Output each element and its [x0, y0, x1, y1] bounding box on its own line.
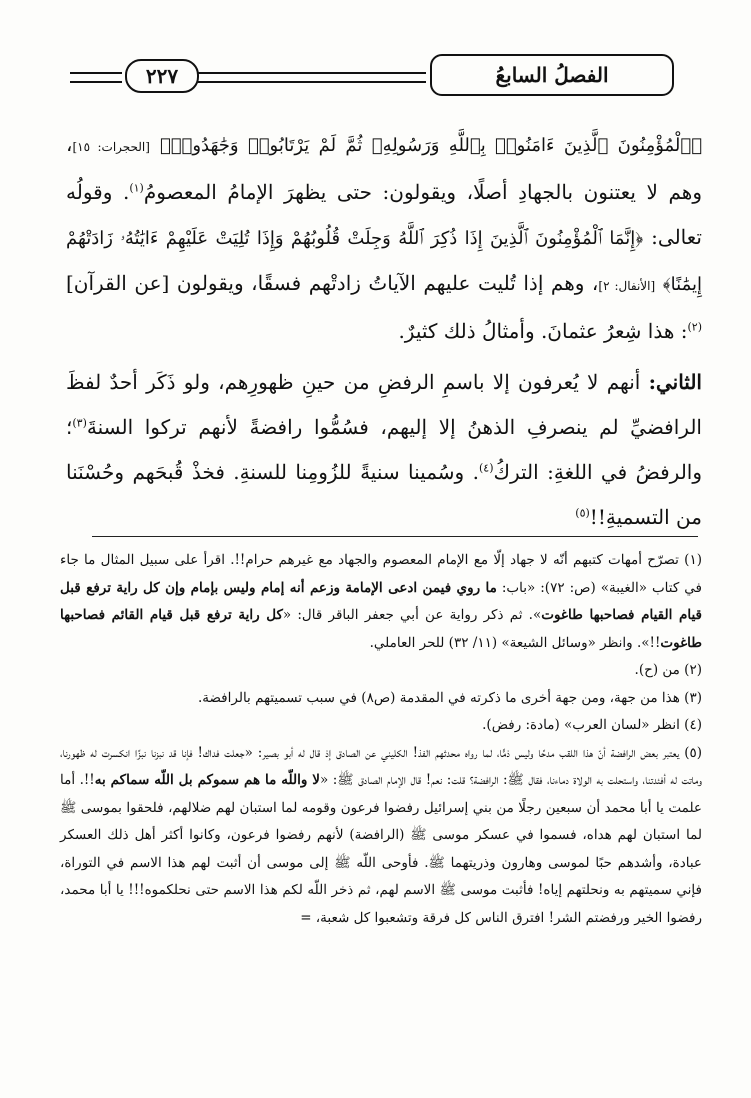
footnote-5-number: (٥)	[684, 744, 703, 761]
footnote-marker-4[interactable]: (٤)	[478, 461, 494, 475]
footnote-1-bold-a: ما روي فيمن ادعى الإمامة وزعم أنه إمام وليس بإمام وإن كل راية ترفع قبل قيام القيام فصاحبها طاغوت	[60, 579, 702, 623]
footnote-separator	[92, 536, 698, 537]
paragraph-1-text-b: . وقولُه تعالى:	[66, 180, 702, 249]
paragraph-2-text-a: أنهم لا يُعرفون إلا باسمِ الرفضِ من حينِ ظهورِهم، ولو ذَكَر أحدٌ لفظَ الرافضيِّ لم ينصرفِ الذهنُ إلا إليهم، فسُمُّوا رافضةً لأنهم تركوا السنةَ	[66, 370, 702, 439]
chapter-title: الفصلُ السابعُ	[430, 54, 674, 96]
header-rule-middle	[198, 72, 426, 83]
footnote-1	[60, 547, 702, 657]
footnote-1-bold-b: كل راية ترفع قبل قيام القائم فصاحبها طاغوت	[60, 607, 702, 651]
verse-reference-2: [الأنفال: ٢]	[598, 279, 656, 293]
paragraph-1	[66, 122, 702, 354]
header-rule-left	[70, 72, 122, 83]
paragraph-2-text-c: . وسُمينا سنيةً للزُومِنا للسنةِ. فخذْ قُبحَهم وحُسْنَنا من التسميةِ!!	[66, 460, 702, 529]
footnote-5	[60, 740, 702, 933]
footnote-marker-3[interactable]: (٣)	[72, 416, 87, 430]
page-number: ٢٢٧	[125, 59, 199, 93]
footnote-marker-1[interactable]: (١)	[129, 181, 144, 195]
page-header	[70, 56, 702, 100]
footnote-3: (٣) هذا من جهة، ومن جهة أخرى ما ذكرته في المقدمة (ص٨) في سبب تسميتهم بالرافضة.	[197, 689, 702, 706]
footnote-1-text-a: تصرّح أمهات كتبهم أنّه لا جهاد إلّا مع الإمام المعصوم والجهاد مع غيرهم حرام!!. اقرأ على سبيل المثال ما جاء في كتاب «الغيبة» (ص: ٧٢): «باب:	[60, 552, 702, 596]
paragraph-2-text-b: ؛ والرفضُ في اللغةِ: التركُ	[66, 415, 702, 484]
footnote-1-text-c: !!». وانظر «وسائل الشيعة» (١١/ ٣٢) للحر العاملي.	[369, 634, 661, 651]
footnotes	[60, 547, 702, 932]
footnote-marker-5[interactable]: (٥)	[575, 506, 590, 520]
paragraph-1-text-d: : هذا شِعرُ عثمانَ. وأمثالُ ذلك كثيرٌ.	[398, 319, 688, 343]
paragraph-2	[66, 360, 702, 540]
paragraph-2-lead: الثاني:	[648, 370, 702, 394]
footnote-5-text-a: يعتبر بعض الرافضة أنّ هذا اللقب مدحًا وليس ذمًّا، لما رواه محدثهم الفذ! الكليني عن الصادق إذ قال له أبو بصير: «جعلت فداك! فإنا قد نبزنا نبزًا انكسرت له ظهورنا، وماتت له أفئدتنا، واستحلت به الولاة دماءنا، فقال ﷺ: الرافضة؟ قلت: نعم! قال الإمام الصادق ﷺ: «	[60, 744, 703, 788]
footnote-5-text-b: !!. أما علمت يا أبا محمد أن سبعين رجلًا من بني إسرائيل رفضوا فرعون وقومه لما استبان لهم ضلالهم، فلحقوا بموسى ﷺ لما استبان لهم هداه، فسموا في عسكر موسى ﷺ (الرافضة) لأنهم رفضوا فرعون، وكانوا أكثر أهل ذلك العسكر عبادة، وأشدهم حبًا لموسى وهارون وذريتهما ﷺ. فأوحى اللّه ﷺ إلى موسى أن أثبت لهم هذا الاسم في التوراة، فإني سميتهم به ونحلتهم إياه! فأثبت موسى ﷺ الاسم لهم، ثم ذخر اللّه لكم هذا الاسم حتى نحلكموه!!! يا أبا محمد، رفضوا الخير ورفضتم الشر! افترق الناس كل فرقة وتشعبوا كل شعبة، =	[60, 772, 702, 926]
main-text	[66, 122, 702, 546]
footnote-5-bold: لا واللّه ما هم سموكم بل اللّه سماكم به	[94, 772, 320, 788]
footnote-marker-2[interactable]: (٢)	[687, 320, 702, 334]
footnote-4: (٤) انظر «لسان العرب» (مادة: رفض).	[482, 717, 702, 733]
footnote-1-number: (١)	[684, 552, 702, 568]
footnote-1-text-b: ». ثم ذكر رواية عن أبي جعفر الباقر قال: «	[282, 607, 542, 623]
quran-verse-1: ﴿ٱلْمُؤْمِنُونَ ٱلَّذِينَ ءَامَنُوا۟ بِٱللَّهِ وَرَسُولِهِۦ ثُمَّ لَمْ يَرْتَابُوا۟ وَجَٰهَدُوا۟﴾	[159, 135, 703, 156]
quran-verse-2: ﴿إِنَّمَا ٱلْمُؤْمِنُونَ ٱلَّذِينَ إِذَا ذُكِرَ ٱللَّهُ وَجِلَتْ قُلُوبُهُمْ وَإِذَا تُلِيَتْ عَلَيْهِمْ ءَايَٰتُهُۥ زَادَتْهُمْ إِيمَٰنًا﴾	[66, 228, 702, 295]
footnote-2: (٢) من (ح).	[634, 662, 702, 678]
paragraph-1-text-a: ، وهم لا يعتنون بالجهادِ أصلًا، ويقولون: حتى يظهرَ الإمامُ المعصومُ	[66, 132, 702, 204]
paragraph-1-text-c: ، وهم إذا تُليت عليهم الآياتُ زادتْهم فسقًا، ويقولون [عن القرآن]	[66, 271, 599, 295]
verse-reference-1: [الحجرات: ١٥]	[72, 140, 150, 154]
